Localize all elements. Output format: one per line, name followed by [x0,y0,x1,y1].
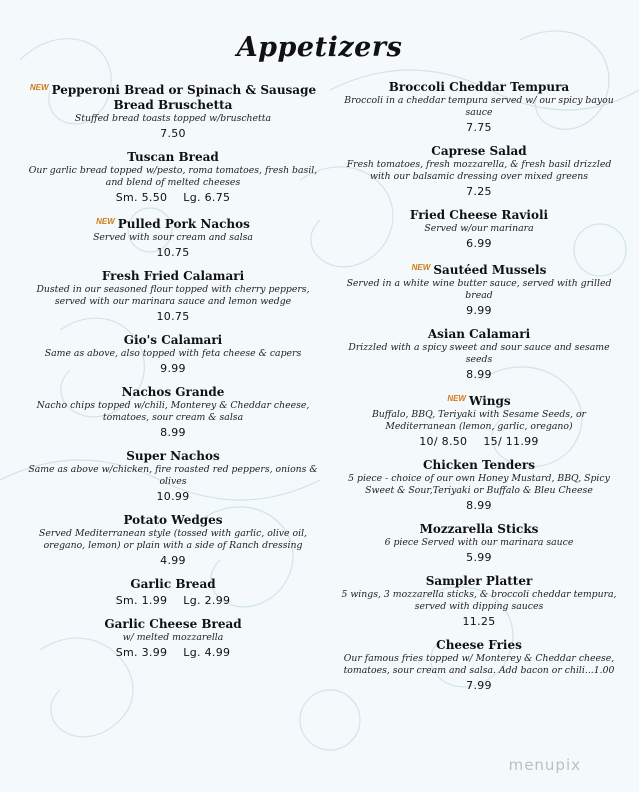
menu-item [338,391,620,449]
item-price: 6.99 [466,237,492,250]
menu-item [28,214,318,260]
item-desc: Broccoli in a cheddar tempura served w/ our spicy bayou sauce [344,95,614,118]
item-name: $^{NEW}$ Sautéed Mussels [411,263,547,277]
menu-item [28,617,318,660]
item-desc: Served w/our marinara [424,223,534,234]
item-name: Fresh Fried Calamari [101,269,245,283]
item-price: 8.99 [466,499,492,512]
item-desc: Same as above, also topped with feta cheese & capers [44,348,302,359]
item-desc: 6 piece Served with our marinara sauce [384,537,574,548]
item-price: 9.99 [160,362,186,375]
new-badge: NEW [96,217,115,226]
menu-item [338,327,620,382]
menu-item [338,458,620,513]
item-price: 5.99 [466,551,492,564]
item-desc: w/ melted mozzarella [122,632,224,643]
item-desc: Dusted in our seasoned flour topped with cherry peppers, served with our marinara sauce and lemon wedge [36,284,310,307]
item-desc: Served in a white wine butter sauce, served with grilled bread [346,278,612,301]
item-desc: Served with sour cream and salsa [93,232,253,243]
menu-item [338,80,620,135]
menu-item [338,638,620,693]
left-column [28,80,318,669]
right-column [338,80,620,702]
item-price: 10.75 [156,310,190,323]
watermark: menupix [508,756,581,774]
item-name: Garlic Bread [130,577,216,591]
item-desc: Same as above w/chicken, fire roasted red peppers, onions & olives [28,464,318,487]
item-desc: Our famous fries topped w/ Monterey & Cheddar cheese, tomatoes, sour cream and salsa. Add bacon or chili...1.00 [343,653,615,676]
item-desc: Nacho chips topped w/chili, Monterey & Cheddar cheese, tomatoes, sour cream & salsa [36,400,310,423]
item-price: 10.75 [156,246,190,259]
menu-item [28,385,318,440]
item-name: Garlic Cheese Bread [104,617,242,631]
item-desc: Our garlic bread topped w/pesto, roma tomatoes, fresh basil, and blend of melted cheeses [28,165,318,188]
item-price: Sm. 1.99 Lg. 2.99 [115,594,231,607]
item-name: Chicken Tenders [422,458,535,472]
item-price: Sm. 3.99 Lg. 4.99 [115,646,231,659]
menu-item [338,260,620,318]
item-name: Nachos Grande [121,385,225,399]
item-price: 8.99 [160,426,186,439]
item-desc: Buffalo, BBQ, Teriyaki with Sesame Seeds, or Mediterranean (lemon, garlic, oregano) [371,409,587,432]
item-price: 7.25 [466,185,492,198]
menu-item [338,574,620,629]
item-name: $^{NEW}$ Wings [447,394,511,408]
item-price: 8.99 [466,368,492,381]
new-badge: NEW [29,83,49,92]
item-name: Potato Wedges [123,513,223,527]
item-name: Broccoli Cheddar Tempura [388,80,570,94]
item-price: 7.50 [160,127,186,140]
new-badge: NEW [411,263,431,272]
item-name-cont: Bread Bruschetta [113,98,233,112]
menu-item [338,522,620,565]
item-name: Fried Cheese Ravioli [409,208,549,222]
item-name: Mozzarella Sticks [419,522,539,536]
item-name: Tuscan Bread [127,150,219,164]
item-price: Sm. 5.50 Lg. 6.75 [115,191,231,204]
item-price: 10.99 [156,490,190,503]
menu-item [28,333,318,376]
item-price: 9.99 [466,304,492,317]
item-price: 4.99 [160,554,186,567]
item-name: Cheese Fries [436,638,522,652]
item-price: 10/ 8.50 15/ 11.99 [419,435,539,448]
item-name: Caprese Salad [431,144,527,158]
menu-item [28,577,318,608]
item-desc: Fresh tomatoes, fresh mozzarella, & fresh basil drizzled with our balsamic dressing over mixed greens [346,159,612,182]
menu-item [28,150,318,205]
item-name: $^{NEW}$ Pulled Pork Nachos [96,217,250,231]
item-name: Sampler Platter [425,574,533,588]
item-name: Super Nachos [126,449,220,463]
new-badge: NEW [447,394,466,403]
item-price: 7.99 [466,679,492,692]
menu-item [28,449,318,504]
menu-item [338,144,620,199]
item-name: Asian Calamari [427,327,531,341]
menu-item [28,269,318,324]
item-name: $^{NEW}$ Pepperoni Bread or Spinach & Sausage [29,83,317,97]
item-price: 7.75 [466,121,492,134]
menu-item [28,80,318,141]
menu-item [338,208,620,251]
item-desc: Stuffed bread toasts topped w/bruschetta [74,113,272,124]
menu-item [28,513,318,568]
item-desc: Served Mediterranean style (tossed with garlic, olive oil, oregano, lemon) or plain with a side of Ranch dressing [38,528,308,551]
item-desc: Drizzled with a spicy sweet and sour sauce and sesame seeds [348,342,610,365]
item-price: 11.25 [462,615,496,628]
page-title: Appetizers [236,32,403,63]
item-desc: 5 wings, 3 mozzarella sticks, & broccoli cheddar tempura, served with dipping sauces [341,589,617,612]
item-name: Gio's Calamari [123,333,223,347]
item-desc: 5 piece - choice of our own Honey Mustard, BBQ, Spicy Sweet & Sour,Teriyaki or Buffalo & Bleu Cheese [348,473,610,496]
